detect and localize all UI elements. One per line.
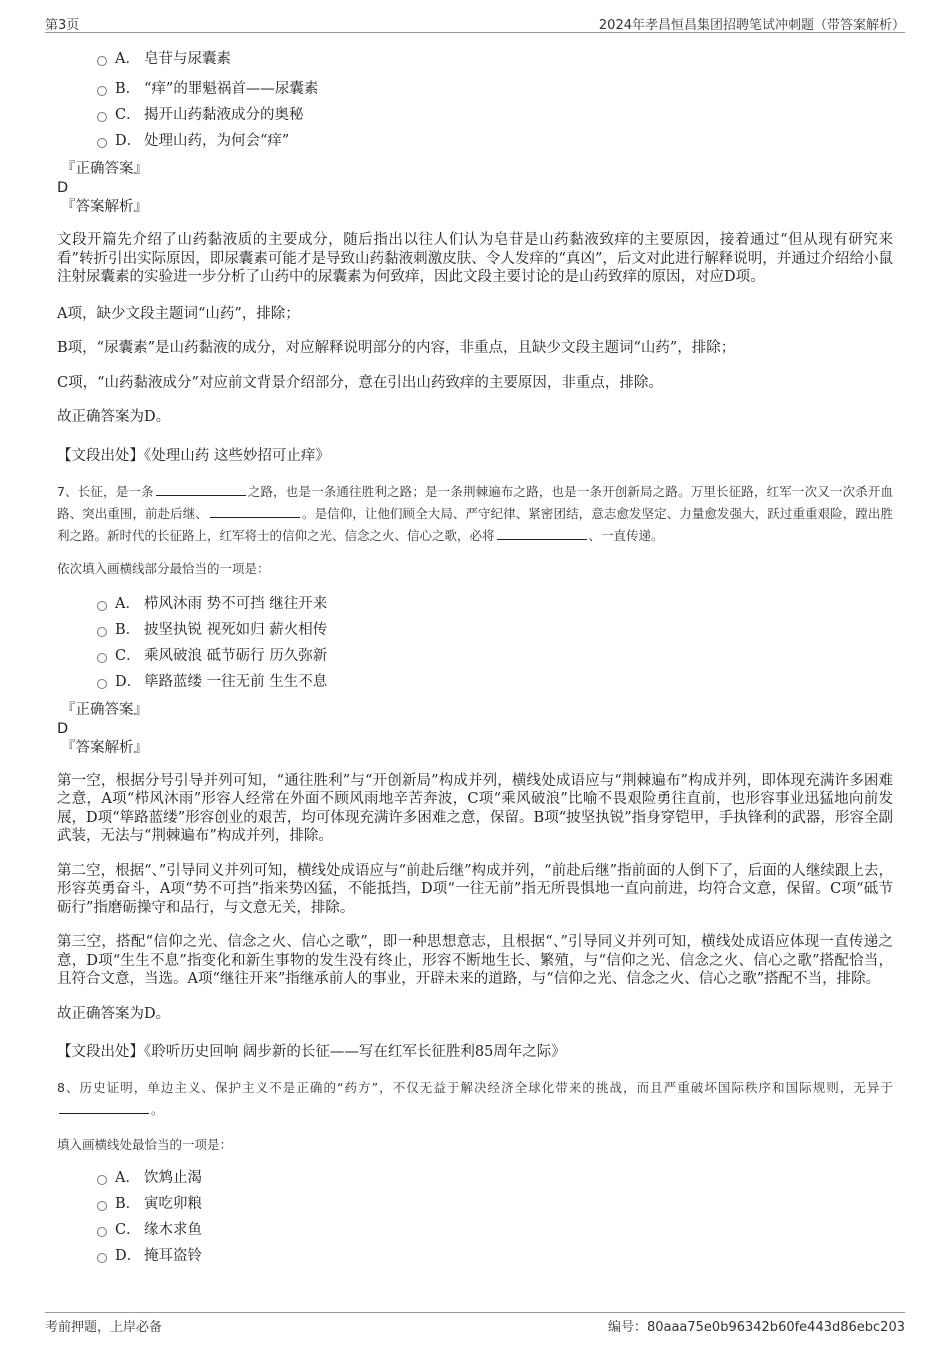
q8-option-d[interactable] — [57, 1243, 893, 1269]
answer-value: D — [57, 180, 69, 196]
question-prompt: 依次填入画横线部分最恰当的一项是： — [57, 560, 270, 576]
fill-blank — [210, 507, 300, 518]
option-letter: C． — [115, 647, 141, 664]
analysis-label: 『答案解析』 — [61, 739, 148, 756]
analysis-paragraph: 故正确答案为D。 — [57, 409, 171, 425]
q7-option-c[interactable] — [57, 643, 893, 669]
document-id: 编号：80aaa75e0b96342b60fe443d86ebc203 — [607, 1320, 905, 1335]
q8-option-a[interactable] — [57, 1165, 893, 1191]
question-8 — [57, 1077, 893, 1269]
option-letter: A． — [115, 595, 140, 612]
page-number: 第3页 — [45, 18, 80, 33]
q8-option-b[interactable] — [57, 1191, 893, 1217]
q6-options — [57, 46, 893, 154]
option-letter: B． — [115, 1196, 141, 1212]
option-text: 处理山药，为何会“痒” — [144, 133, 290, 149]
answer-label: 『正确答案』 — [61, 701, 148, 718]
option-text: 寅吃卯粮 — [144, 1196, 202, 1212]
source-citation: 【文段出处】《聆听历史回响 阔步新的长征——写在红军长征胜利85周年之际》 — [57, 1044, 566, 1060]
question-stem: 8、历史证明，单边主义、保护主义不是正确的“药方”，不仅无益于解决经济全球化带来的挑战，而且严重破坏国际秩序和国际规则，无异于。 — [57, 1080, 893, 1117]
q7-option-d[interactable] — [57, 669, 893, 695]
option-letter: D． — [115, 1248, 142, 1264]
answer-value: D — [57, 720, 69, 737]
question-prompt: 填入画横线处最恰当的一项是： — [57, 1137, 233, 1152]
option-text: 掩耳盗铃 — [144, 1248, 202, 1264]
source-citation: 【文段出处】《处理山药 这些妙招可止痒》 — [57, 447, 330, 464]
q8-option-c[interactable] — [57, 1217, 893, 1243]
q8-options — [57, 1165, 893, 1269]
option-text: 披坚执锐 视死如归 薪火相传 — [144, 621, 328, 638]
radio-button[interactable] — [97, 653, 107, 663]
analysis-label: 『答案解析』 — [61, 199, 148, 215]
document-title: 2024年孝昌恒昌集团招聘笔试冲刺题（带答案解析） — [598, 18, 905, 33]
q7-option-a[interactable] — [57, 591, 893, 617]
footer-slogan: 考前押题，上岸必备 — [45, 1320, 163, 1335]
q7-option-b[interactable] — [57, 617, 893, 643]
option-text: 乘风破浪 砥节砺行 历久弥新 — [144, 647, 328, 664]
option-letter: B． — [115, 621, 141, 638]
q7-options — [57, 591, 893, 695]
fill-blank — [156, 485, 246, 496]
option-letter: B． — [115, 81, 141, 97]
radio-button[interactable] — [97, 56, 107, 66]
analysis-paragraph: 故正确答案为D。 — [57, 1005, 171, 1022]
analysis-paragraph: 第二空，根据“、”引导同义并列可知，横线处成语应与“前赴后继”构成并列，“前赴后继”指前面的人倒下了，后面的人继续跟上去，形容英勇奋斗，A项“势不可挡”指来势凶猛，不能抵挡，D项“一往无前”指无所畏惧地一直向前进，均符合文意，保留。C项“砥节砺行”指磨砺操守和品行，与文意无关，排除。 — [57, 862, 893, 916]
radio-button[interactable] — [97, 138, 107, 148]
radio-button[interactable] — [97, 86, 107, 96]
analysis-paragraph: 第一空，根据分号引导并列可知，“通往胜利”与“开创新局”构成并列，横线处成语应与“荆棘遍布”构成并列，即体现充满许多困难之意，A项“栉风沐雨”形容人经常在外面不顾风雨地辛苦奔波，C项“乘风破浪”比喻不畏艰险勇往直前，也形容事业迅猛地向前发展，D项“筚路蓝缕”形容创业的艰苦，均可体现充满许多困难之意，保留。B项“披坚执锐”指身穿铠甲，手执锋利的武器，形容全副武装，无法与“荆棘遍布”构成并列，排除。 — [57, 772, 893, 844]
radio-button[interactable] — [97, 1201, 107, 1211]
radio-button[interactable] — [97, 1227, 107, 1237]
option-letter: C． — [115, 1222, 141, 1238]
analysis-paragraph: 第三空，搭配“信仰之光、信念之火、信心之歌”，即一种思想意志，且根据“、”引导同义并列可知，横线处成语应体现一直传递之意，D项“生生不息”指变化和新生事物的发生没有终止，形容不断地生长、繁殖，与“信仰之光、信念之火、信心之歌”搭配恰当，且符合文意，当选。A项“继往开来”指继承前人的事业，开辟未来的道路，与“信仰之光、信念之火、信心之歌”搭配不当，排除。 — [57, 934, 893, 987]
option-letter: D． — [115, 133, 142, 149]
page-footer — [45, 1312, 905, 1335]
option-text: “痒”的罪魁祸首——尿囊素 — [144, 81, 319, 97]
question-7 — [57, 481, 893, 1062]
radio-button[interactable] — [97, 601, 107, 611]
analysis-paragraph: B项，“尿囊素”是山药黏液的成分，对应解释说明部分的内容，非重点，且缺少文段主题词“山药”，排除； — [57, 340, 736, 356]
q6-option-c[interactable] — [57, 102, 893, 128]
option-text: 栉风沐雨 势不可挡 继往开来 — [144, 595, 328, 612]
page-header — [45, 12, 905, 33]
radio-button[interactable] — [97, 112, 107, 122]
fill-blank — [59, 1103, 149, 1114]
analysis-paragraph: A项，缺少文段主题词“山药”，排除； — [57, 305, 300, 322]
q6-option-b[interactable] — [57, 76, 893, 102]
radio-button[interactable] — [97, 679, 107, 689]
analysis-paragraph: 文段开篇先介绍了山药黏液质的主要成分，随后指出以往人们认为皂苷是山药黏液致痒的主要原因，接着通过“但从现有研究来看”转折引出实际原因，即尿囊素可能才是导致山药黏液刺激皮肤、令人发痒的“真凶”，后文对此进行解释说明，并通过介绍给小鼠注射尿囊素的实验进一步分析了山药中的尿囊素为何致痒，因此文段主要讨论的是山药致痒的原因，对应D项。 — [57, 232, 893, 285]
q6-option-a[interactable] — [57, 46, 893, 76]
option-letter: D． — [115, 673, 142, 690]
option-text: 饮鸩止渴 — [144, 1170, 202, 1186]
answer-label: 『正确答案』 — [61, 161, 148, 177]
option-text: 揭开山药黏液成分的奥秘 — [144, 107, 304, 123]
option-text: 缘木求鱼 — [144, 1222, 202, 1238]
q6-option-d[interactable] — [57, 128, 893, 154]
option-letter: C． — [115, 107, 141, 123]
fill-blank — [497, 529, 587, 540]
option-text: 筚路蓝缕 一往无前 生生不息 — [144, 673, 328, 690]
radio-button[interactable] — [97, 627, 107, 637]
analysis-paragraph: C项，“山药黏液成分”对应前文背景介绍部分，意在引出山药致痒的主要原因，非重点，排除。 — [57, 374, 663, 391]
option-text: 皂苷与尿囊素 — [144, 51, 231, 67]
option-letter: A． — [115, 1170, 140, 1186]
radio-button[interactable] — [97, 1175, 107, 1185]
radio-button[interactable] — [97, 1253, 107, 1263]
question-stem: 7、长征，是一条 之路，也是一条通往胜利之路；是一条荆棘遍布之路，也是一条开创新局之路。万里长征路，红军一次又一次杀开血路、突出重围，前赴后继、 。是信仰，让他们顾全大局、严守纪律、紧密团结，意志愈发坚定、力量愈发强大，跃过重重艰险，蹚出胜利之路。新时代的长征路上，红军将士的信仰之光、信念之火、信心之歌，必将 、一直传递。 — [57, 483, 893, 543]
option-letter: A． — [115, 51, 140, 67]
page-content — [57, 46, 893, 1269]
